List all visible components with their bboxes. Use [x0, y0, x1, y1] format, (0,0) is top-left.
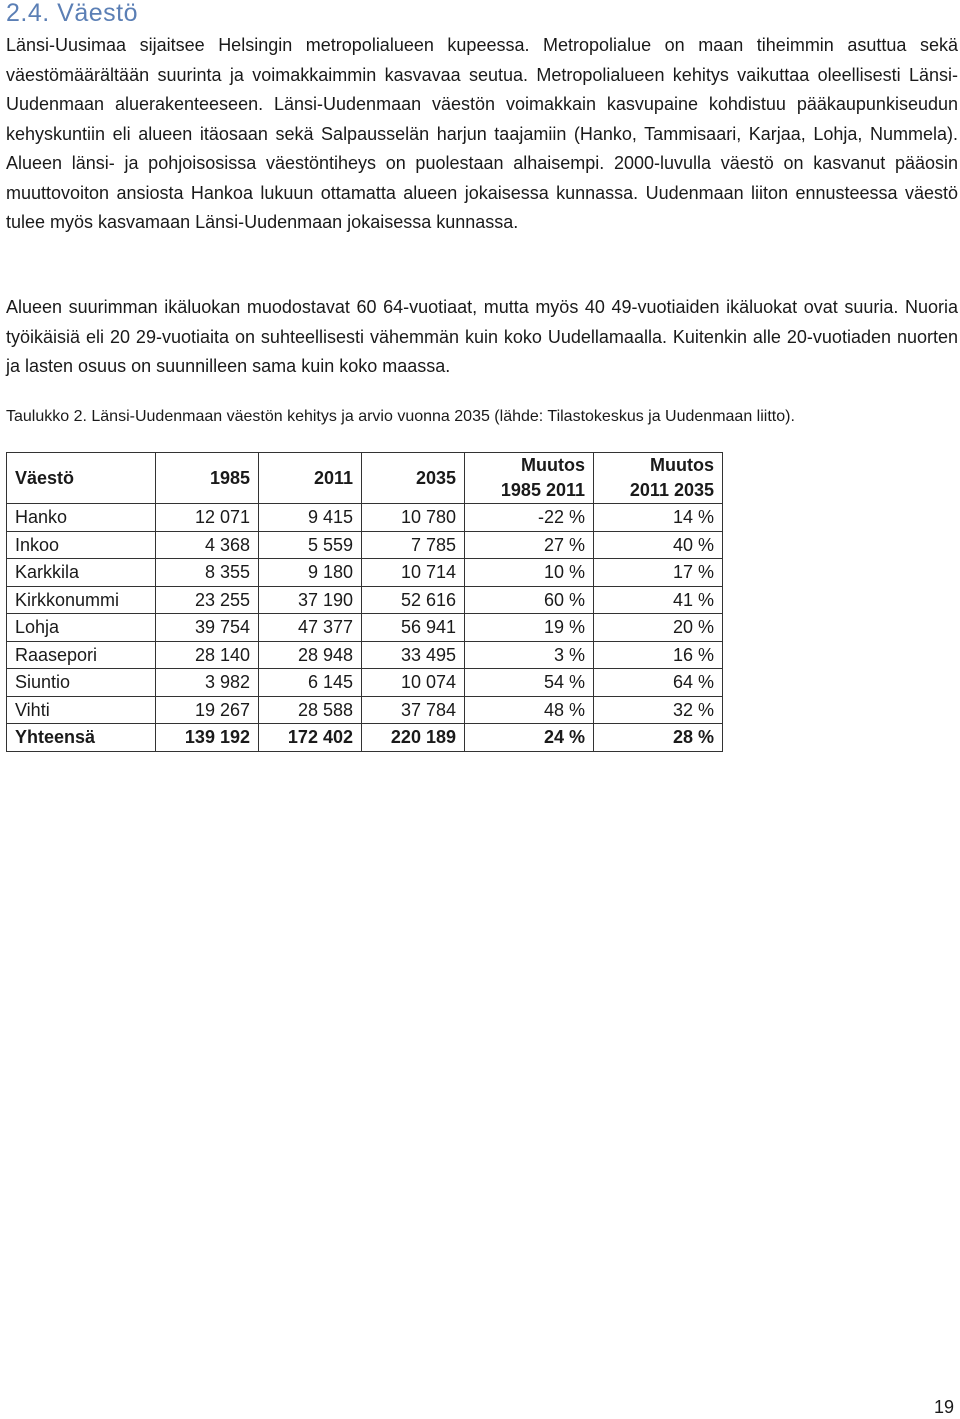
cell-value: 5 559 [259, 531, 362, 559]
cell-value: 23 255 [156, 586, 259, 614]
cell-change: 16 % [594, 641, 723, 669]
section-heading: 2.4. Väestö [6, 0, 138, 27]
cell-change: 27 % [465, 531, 594, 559]
cell-value: 47 377 [259, 614, 362, 642]
table-row [7, 614, 723, 642]
header-region: Väestö [7, 453, 156, 504]
header-2035: 2035 [362, 453, 465, 504]
header-change-label: Muutos [650, 455, 714, 475]
header-change-label: Muutos [521, 455, 585, 475]
cell-value: 10 714 [362, 559, 465, 587]
header-change-2011-2035 [594, 453, 723, 504]
cell-municipality: Hanko [7, 504, 156, 532]
cell-total-change: 24 % [465, 724, 594, 752]
header-1985: 1985 [156, 453, 259, 504]
cell-change: 14 % [594, 504, 723, 532]
cell-change: 32 % [594, 696, 723, 724]
cell-value: 56 941 [362, 614, 465, 642]
table-caption: Taulukko 2. Länsi-Uudenmaan väestön kehitys ja arvio vuonna 2035 (lähde: Tilastokeskus ja Uudenmaan liitto). [6, 408, 795, 425]
cell-change: -22 % [465, 504, 594, 532]
table-row [7, 669, 723, 697]
header-2011: 2011 [259, 453, 362, 504]
table-row [7, 641, 723, 669]
cell-value: 52 616 [362, 586, 465, 614]
cell-municipality: Vihti [7, 696, 156, 724]
cell-value: 6 145 [259, 669, 362, 697]
cell-value: 3 982 [156, 669, 259, 697]
cell-municipality: Kirkkonummi [7, 586, 156, 614]
cell-value: 10 780 [362, 504, 465, 532]
cell-municipality: Lohja [7, 614, 156, 642]
table-header-row [7, 453, 723, 504]
cell-value: 19 267 [156, 696, 259, 724]
cell-value: 7 785 [362, 531, 465, 559]
cell-value: 39 754 [156, 614, 259, 642]
cell-change: 10 % [465, 559, 594, 587]
cell-value: 9 180 [259, 559, 362, 587]
cell-municipality: Inkoo [7, 531, 156, 559]
cell-value: 28 140 [156, 641, 259, 669]
cell-change: 54 % [465, 669, 594, 697]
cell-municipality: Karkkila [7, 559, 156, 587]
cell-change: 41 % [594, 586, 723, 614]
table-row [7, 586, 723, 614]
cell-value: 12 071 [156, 504, 259, 532]
cell-value: 37 784 [362, 696, 465, 724]
population-table [6, 452, 723, 752]
cell-change: 48 % [465, 696, 594, 724]
cell-value: 9 415 [259, 504, 362, 532]
cell-total-change: 28 % [594, 724, 723, 752]
header-change-1985-2011 [465, 453, 594, 504]
cell-value: 4 368 [156, 531, 259, 559]
cell-value: 8 355 [156, 559, 259, 587]
cell-change: 19 % [465, 614, 594, 642]
cell-change: 17 % [594, 559, 723, 587]
table-row [7, 504, 723, 532]
cell-change: 3 % [465, 641, 594, 669]
cell-value: 10 074 [362, 669, 465, 697]
cell-total-label: Yhteensä [7, 724, 156, 752]
cell-change: 40 % [594, 531, 723, 559]
cell-value: 28 948 [259, 641, 362, 669]
page-number: 19 [933, 1397, 954, 1417]
cell-value: 28 588 [259, 696, 362, 724]
table-total-row [7, 724, 723, 752]
cell-municipality: Raasepori [7, 641, 156, 669]
cell-change: 60 % [465, 586, 594, 614]
cell-value: 37 190 [259, 586, 362, 614]
cell-total-value: 172 402 [259, 724, 362, 752]
header-change-period: 1985 2011 [500, 480, 585, 500]
cell-value: 33 495 [362, 641, 465, 669]
paragraph-age-structure: Alueen suurimman ikäluokan muodostavat 60 64-vuotiaat, mutta myös 40 49-vuotiaiden ikäluokat ovat suuria. Nuoria työikäisiä eli 20 29-vuotiaita on suhteellisesti vähemmän kuin koko Uudellamaalla. Kuitenkin alle 20-vuotiaden nuorten ja lasten osuus on suunnilleen sama kuin koko maassa. [6, 297, 958, 376]
cell-change: 20 % [594, 614, 723, 642]
paragraph-population-growth: Länsi-Uusimaa sijaitsee Helsingin metropolialueen kupeessa. Metropolialue on maan tiheimmin asuttua sekä väestömäärältään suurinta ja voimakkaimmin kasvavaa seutua. Metropolialueen kehitys vaikuttaa oleellisesti Länsi-Uudenmaan aluerakenteeseen. Länsi-Uudenmaan väestön voimakkain kasvupaine kohdistuu pääkaupunkiseudun kehyskuntiin eli alueen itäosaan sekä Salpausselän harjun taajamiin (Hanko, Tammisaari, Karjaa, Lohja, Nummela). Alueen länsi- ja pohjoisosissa väestöntiheys on puolestaan alhaisempi. 2000-luvulla väestö on kasvanut pääosin muuttovoiton ansiosta Hankoa lukuun ottamatta alueen jokaisessa kunnassa. Uudenmaan liiton ennusteessa väestö tulee myös kasvamaan Länsi-Uudenmaan jokaisessa kunnassa. [6, 35, 958, 232]
header-change-period: 2011 2035 [629, 480, 714, 500]
cell-municipality: Siuntio [7, 669, 156, 697]
table-row [7, 696, 723, 724]
table-row [7, 559, 723, 587]
cell-total-value: 139 192 [156, 724, 259, 752]
cell-change: 64 % [594, 669, 723, 697]
cell-total-value: 220 189 [362, 724, 465, 752]
table-row [7, 531, 723, 559]
